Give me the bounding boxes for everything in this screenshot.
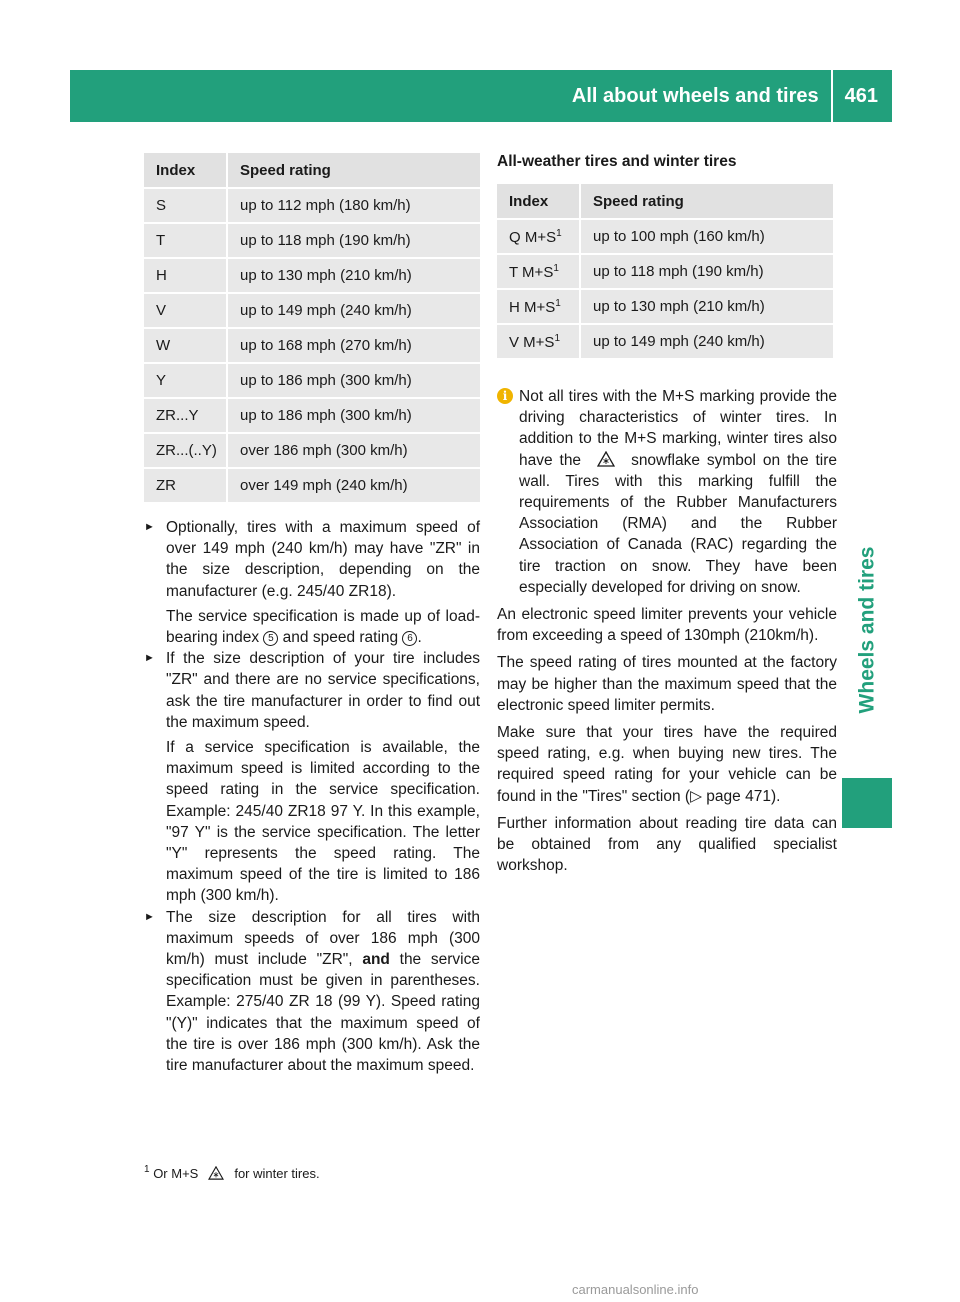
index-cell: H: [144, 259, 228, 294]
bullet-icon: ►: [144, 910, 155, 923]
index-cell: ZR: [144, 469, 228, 504]
column-header-index: Index: [497, 184, 581, 220]
index-cell: T: [144, 224, 228, 259]
info-note: i Not all tires with the M+S marking provide the driving characteristics of winter tires. In addition to the M+S marking, winter tires also have the snowflake symbol on the tire wall. Tires with this marking fulfill the requirements of the Rubber Manufacturers Association (RMA) and the Rubber Association of Canada (RAC) regarding the tire traction on snow. They have been especially developed for driving on snow.: [497, 386, 837, 598]
speed-cell: up to 100 mph (160 km/h): [581, 220, 833, 255]
speed-cell: up to 149 mph (240 km/h): [228, 294, 480, 329]
paragraph: The speed rating of tires mounted at the factory may be higher than the maximum speed that the electronic speed limiter permits.: [497, 654, 837, 714]
speed-cell: up to 186 mph (300 km/h): [228, 399, 480, 434]
page-number: 461: [844, 84, 878, 107]
index-cell: ZR...(..Y): [144, 434, 228, 469]
side-tab-label: Wheels and tires: [855, 546, 879, 714]
bullet-subtext: If a service specification is available, the maximum speed is limited according to the speed rating in the service specification. Example: 245/40 ZR18 97 Y. In this example, "97 Y" is the service specification. The letter "Y" represents the speed rating. The maximum speed of the tire is limited to 186 mph (300 km/h).: [166, 739, 480, 905]
snowflake-mountain-icon: [597, 451, 615, 467]
footnote-ref: 1: [553, 262, 559, 274]
index-cell: T $M+S^1$: [497, 255, 581, 290]
snowflake-mountain-icon: [208, 1166, 224, 1180]
table-row: [497, 220, 833, 255]
table-row: [497, 290, 833, 325]
circled-five-icon: 5: [263, 631, 278, 646]
table-row: [144, 434, 480, 469]
speed-rating-table: [144, 153, 480, 504]
left-column-text: [144, 517, 480, 1076]
table-row: [144, 294, 480, 329]
bullet-icon: ►: [144, 652, 155, 665]
table-row: [144, 189, 480, 224]
bullet-text: The size description for all tires with maximum speeds of over 186 mph (300 km/h) must include "ZR", and the service specification must be given in parentheses. Example: 275/40 ZR 18 (99 Y). Speed rating "(Y)" indicates that the maximum speed of the tire is over 186 mph (300 km/h). Ask the tire manufacturer about the maximum speed.: [166, 908, 481, 1075]
index-cell: V $M+S^1$: [497, 325, 581, 360]
table-row: [144, 399, 480, 434]
speed-cell: up to 112 mph (180 km/h): [228, 189, 480, 224]
index-cell: H $M+S^1$: [497, 290, 581, 325]
bullet-icon: ►: [144, 521, 155, 533]
speed-cell: up to 130 mph (210 km/h): [228, 259, 480, 294]
table-row: [144, 259, 480, 294]
paragraph: Make sure that your tires have the required speed rating, e.g. when buying new tires. The required speed rating for your vehicle can be found in the "Tires" section (▷ page 471).: [497, 724, 837, 805]
index-cell: W: [144, 329, 228, 364]
column-header-index: Index: [144, 153, 228, 189]
footnote: $^1$ Or M+S for winter tires.: [144, 1164, 320, 1181]
page-reference-link[interactable]: page 471).: [702, 787, 781, 805]
table-row: [144, 329, 480, 364]
paragraph: Further information about reading tire data can be obtained from any qualified specialist workshop.: [497, 814, 837, 875]
bullet-subtext: The service specification is made up of load-bearing index 5 and speed rating 6 .: [166, 607, 480, 647]
footnote-ref: 1: [554, 332, 560, 344]
header-bar: [70, 70, 892, 122]
index-cell: Y: [144, 364, 228, 399]
page-reference-arrow-icon: ▷: [690, 787, 702, 805]
list-item: [144, 648, 480, 906]
info-icon: i: [497, 388, 513, 404]
index-cell: ZR...Y: [144, 399, 228, 434]
table-row: [144, 364, 480, 399]
subsection-heading: All-weather tires and winter tires: [497, 153, 737, 170]
footnote-ref: 1: [556, 227, 562, 239]
list-item: [144, 907, 480, 1077]
winter-tire-speed-table: [497, 184, 833, 360]
paragraph: An electronic speed limiter prevents your vehicle from exceeding a speed of 130mph (210km/h).: [497, 606, 837, 645]
index-cell: Q $M+S^1$: [497, 220, 581, 255]
side-tab: [842, 540, 892, 720]
footnote-mark: 1: [144, 1164, 150, 1175]
table-row: [497, 325, 833, 360]
table-row: [144, 469, 480, 504]
footnote-ref: 1: [555, 297, 561, 309]
bullet-text: Optionally, tires with a maximum speed of over 149 mph (240 km/h) may have "ZR" in the size description, depending on the manufacturer (e.g. 245/40 ZR18).: [166, 519, 480, 600]
speed-cell: over 186 mph (300 km/h): [228, 434, 480, 469]
speed-cell: over 149 mph (240 km/h): [228, 469, 480, 504]
emphasis-text: and: [362, 951, 390, 969]
watermark: carmanualsonline.info: [572, 1282, 699, 1297]
section-title: All about wheels and tires: [571, 84, 819, 107]
column-header-speed-rating: Speed rating: [581, 184, 833, 220]
speed-cell: up to 186 mph (300 km/h): [228, 364, 480, 399]
table-header-row: [497, 184, 833, 220]
table-row: [144, 224, 480, 259]
speed-cell: up to 168 mph (270 km/h): [228, 329, 480, 364]
column-header-speed-rating: Speed rating: [228, 153, 480, 189]
speed-cell: up to 118 mph (190 km/h): [581, 255, 833, 290]
bullet-text: If the size description of your tire includes "ZR" and there are no service specifications, ask the tire manufacturer in order to find out the maximum speed.: [166, 650, 480, 731]
index-cell: V: [144, 294, 228, 329]
list-item: [144, 517, 480, 648]
speed-cell: up to 149 mph (240 km/h): [581, 325, 833, 360]
speed-cell: up to 130 mph (210 km/h): [581, 290, 833, 325]
side-marker-block: [842, 778, 892, 828]
table-header-row: [144, 153, 480, 189]
speed-cell: up to 118 mph (190 km/h): [228, 224, 480, 259]
right-column-text: [497, 386, 837, 876]
table-row: [497, 255, 833, 290]
circled-six-icon: 6: [402, 631, 417, 646]
index-cell: S: [144, 189, 228, 224]
